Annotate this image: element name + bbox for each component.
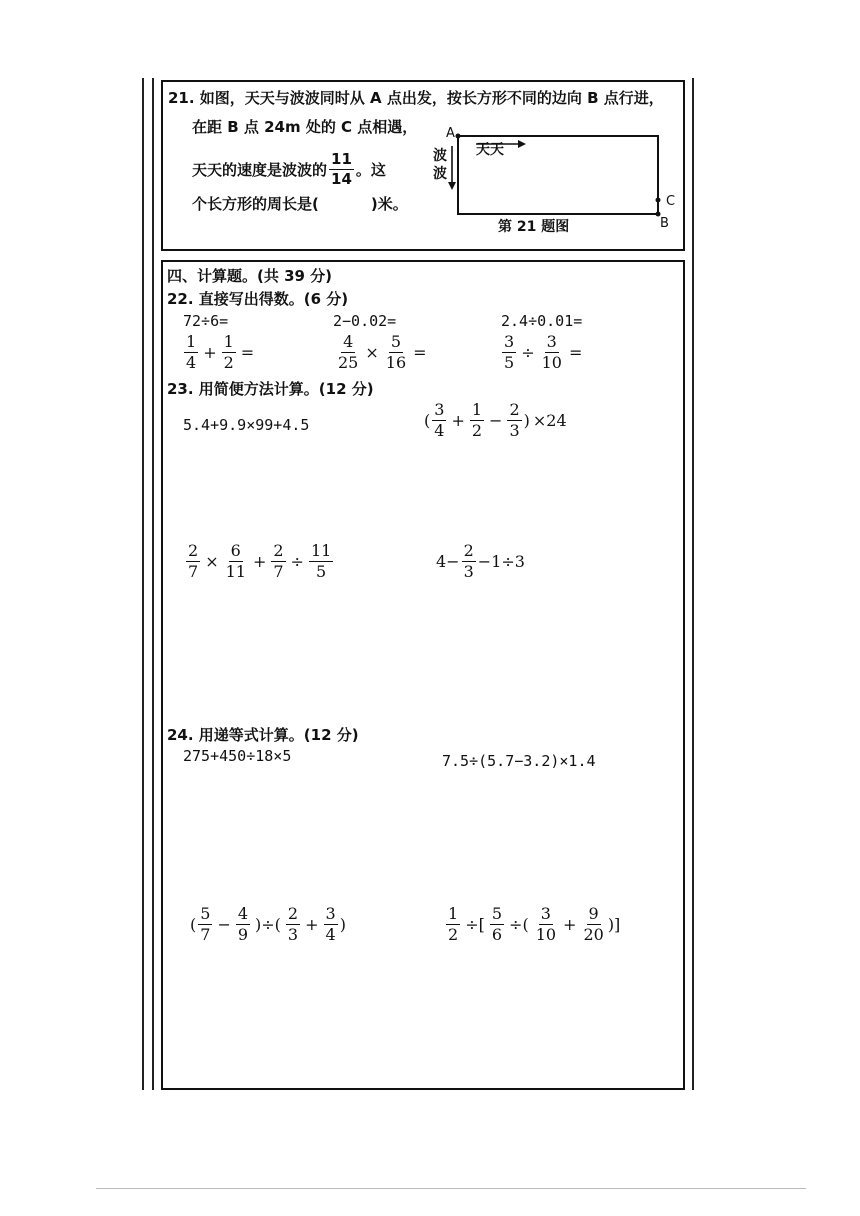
q22-r2c1: $\frac{1}{4}$ + $\frac{1}{2}$ = [186, 332, 255, 372]
bobo-arrow-head [448, 182, 456, 190]
section-4-title: 四、计算题。(共 39 分) [167, 267, 333, 285]
margin-rule-left-inner [152, 78, 154, 1090]
q24-expr-2: 7.5÷(5.7−3.2)×1.4 [442, 752, 596, 770]
margin-rule-left-outer [142, 78, 144, 1090]
q22-r2c3: $\frac{3}{5}$ ÷ $\frac{3}{10}$ = [504, 332, 583, 372]
q23-expr-1: 5.4+9.9×99+4.5 [183, 416, 310, 434]
q21-line3-post: 。这 [355, 160, 386, 179]
figure-caption: 第 21 题图 [498, 219, 570, 235]
q22-r1c3: 2.4÷0.01= [501, 312, 583, 330]
q21-line2: 在距 B 点 24m 处的 C 点相遇， [192, 118, 418, 136]
q21-line4 [192, 194, 408, 214]
q23-expr-2: ( $\frac{3}{4}$ + $\frac{1}{2}$ − $\frac{2}{3}$ ) ×24 [424, 400, 567, 440]
q21-line1: 21. 如图，天天与波波同时从 A 点出发，按长方形不同的边向 B 点行进， [168, 89, 664, 107]
q24-expr-3: ( $\frac{5}{7}$ − $\frac{4}{9}$ )÷( $\frac{2}{3}$ + $\frac{3}{4}$ ) [190, 904, 346, 944]
q24-expr-4: $\frac{1}{2}$ ÷[ $\frac{5}{6}$ ÷( $\frac{3}{10}$ + $\frac{9}{20}$ )] [448, 904, 621, 944]
q22-r2c2: $\frac{4}{25}$ × $\frac{5}{16}$ = [338, 332, 427, 372]
figure-label-tiantian: 天天 [476, 142, 504, 158]
margin-rule-right [692, 78, 694, 1090]
q22-r1c2: 2−0.02= [333, 312, 397, 330]
q24-title: 24. 用递等式计算。(12 分) [167, 726, 359, 744]
q23-expr-4: 4− $\frac{2}{3}$ −1÷3 [436, 541, 525, 581]
figure-label-bobo: 波波 [433, 148, 447, 182]
point-c [656, 198, 661, 203]
q22-r1c1: 72÷6= [183, 312, 229, 330]
q23-title: 23. 用简便方法计算。(12 分) [167, 380, 374, 398]
q21-line4-post: )米。 [370, 195, 408, 213]
figure-label-a: A [446, 126, 455, 141]
q21-speed-fraction: $\frac{11}{14}$ [331, 150, 352, 188]
figure-label-c: C [666, 194, 676, 209]
q22-title: 22. 直接写出得数。(6 分) [167, 290, 349, 308]
q24-expr-1: 275+450÷18×5 [183, 747, 292, 765]
q21-line4-pre: 个长方形的周长是( [192, 195, 319, 213]
q21-line3-pre: 天天的速度是波波的 [192, 160, 328, 179]
figure-label-b: B [660, 216, 669, 231]
q23-expr-3: $\frac{2}{7}$ × $\frac{6}{11}$ + $\frac{2}{7}$ ÷ $\frac{11}{5}$ [188, 541, 332, 581]
tiantian-arrow-head [518, 140, 526, 148]
page-bottom-rule [96, 1188, 806, 1189]
q21-line3 [192, 152, 386, 187]
point-a [456, 134, 461, 139]
